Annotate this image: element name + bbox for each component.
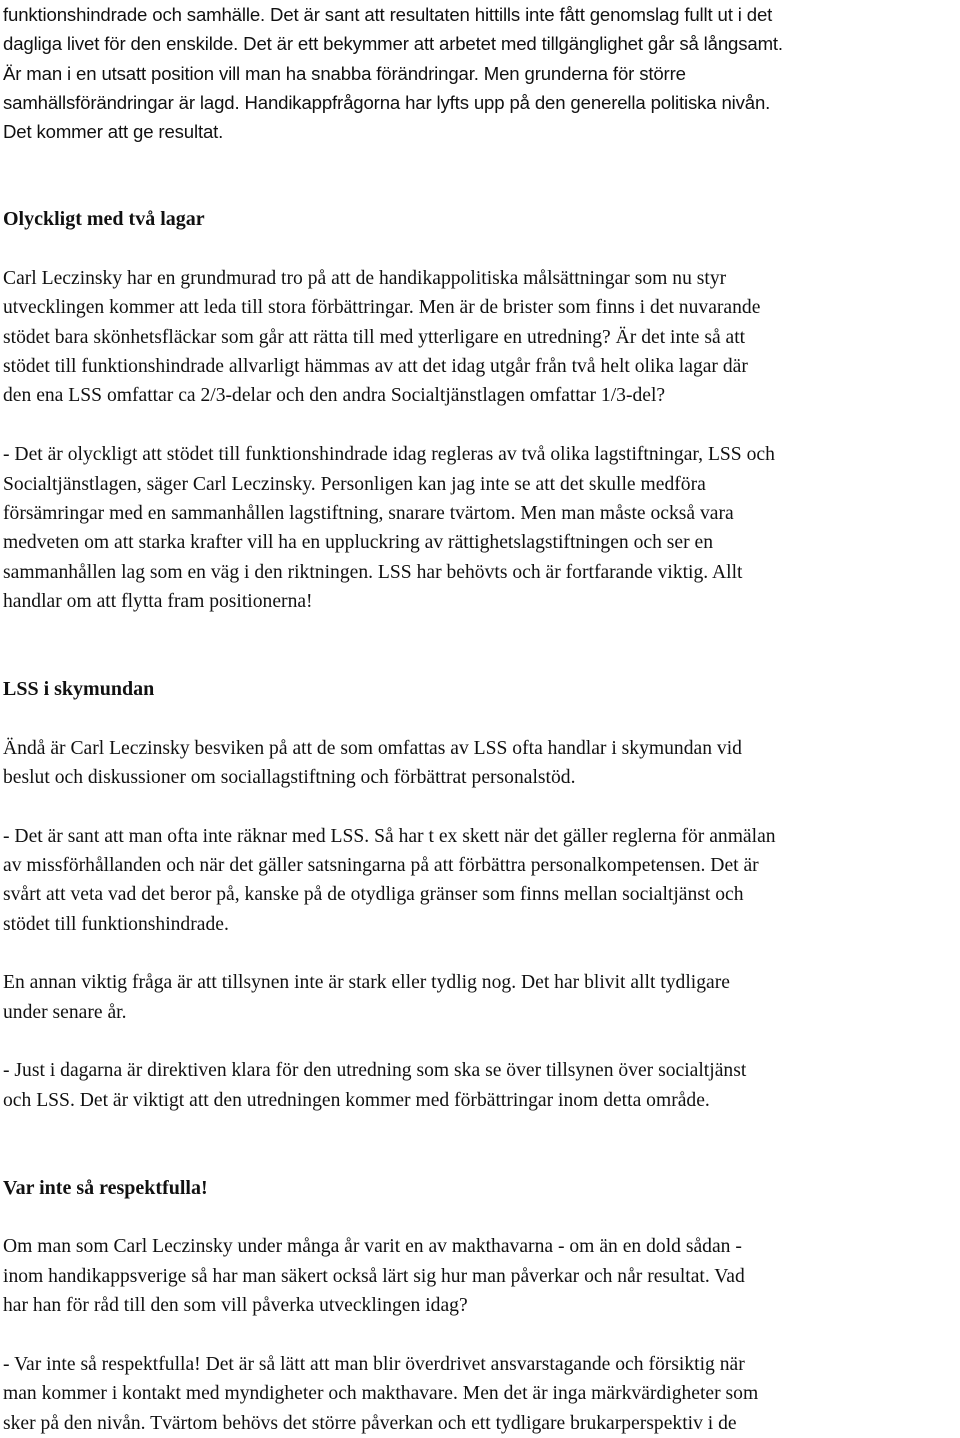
spacer bbox=[3, 616, 959, 675]
section-heading: Var inte så respektfulla! bbox=[3, 1176, 208, 1199]
spacer bbox=[3, 792, 959, 821]
spacer bbox=[3, 235, 959, 264]
text-line: Ändå är Carl Leczinsky besviken på att de som omfattas av LSS ofta handlar i skymundan vid bbox=[3, 737, 742, 759]
paragraph bbox=[3, 1232, 959, 1320]
section-heading: Olyckligt med två lagar bbox=[3, 208, 205, 231]
text-line: Det kommer att ge resultat. bbox=[3, 121, 224, 143]
paragraph bbox=[3, 1350, 959, 1438]
text-line: Om man som Carl Leczinsky under många år varit en av makthavarna - om än en dold sådan - bbox=[3, 1236, 742, 1258]
spacer bbox=[3, 1320, 959, 1349]
text-line: funktionshindrade och samhälle. Det är sant att resultaten hittills inte fått genomslag fullt ut i det bbox=[3, 4, 773, 25]
spacer bbox=[3, 1115, 959, 1174]
text-line: dagliga livet för den enskilde. Det är ett bekymmer att arbetet med tillgänglighet går så långsamt. bbox=[3, 33, 783, 55]
document-page bbox=[3, 0, 959, 1438]
text-line: sker på den nivån. Tvärtom behövs det större påverkan och ett tydligare brukarperspektiv i de bbox=[3, 1412, 737, 1434]
paragraph bbox=[3, 822, 959, 939]
text-line: stödet till funktionshindrade allvarligt hämmas av att det idag utgår från två helt olika lagar där bbox=[3, 356, 748, 378]
text-line: Är man i en utsatt position vill man ha snabba förändringar. Men grunderna för större bbox=[3, 62, 686, 84]
text-line: medveten om att starka krafter vill ha en uppluckring av rättighetslagstiftningen och ser en bbox=[3, 532, 714, 554]
text-line: och LSS. Det är viktigt att den utredningen kommer med förbättringar inom detta område. bbox=[3, 1089, 710, 1111]
text-line: En annan viktig fråga är att tillsynen inte är stark eller tydlig nog. Det har blivit allt tydligare bbox=[3, 972, 730, 994]
spacer bbox=[3, 1203, 959, 1232]
paragraph bbox=[3, 440, 959, 616]
text-line: man kommer i kontakt med myndigheter och makthavare. Men det är inga märkvärdigheter som bbox=[3, 1383, 759, 1405]
text-line: beslut och diskussioner om sociallagstiftning och förbättrat personalstöd. bbox=[3, 766, 576, 788]
text-line: av missförhållanden och när det gäller satsningarna på att förbättra personalkompetensen. Det är bbox=[3, 854, 759, 876]
text-line: försämringar med en sammanhållen lagstiftning, snarare tvärtom. Men man måste också vara bbox=[3, 502, 734, 524]
spacer bbox=[3, 939, 959, 968]
text-line: sammanhållen lag som en väg i den riktningen. LSS har behövts och är fortfarande viktig. Allt bbox=[3, 561, 743, 583]
text-line: har han för råd till den som vill påverka utvecklingen idag? bbox=[3, 1295, 468, 1317]
text-line: samhällsförändringar är lagd. Handikappfrågorna har lyfts upp på den generella politiska nivån. bbox=[3, 92, 771, 114]
paragraph bbox=[3, 1056, 959, 1115]
text-line: stödet bara skönhetsfläckar som går att rätta till med ytterligare en utredning? Är det inte så att bbox=[3, 326, 746, 348]
text-line: - Det är olyckligt att stödet till funktionshindrade idag regleras av två olika lagstiftningar, LSS och bbox=[3, 444, 775, 466]
paragraph bbox=[3, 264, 959, 411]
text-line: - Det är sant att man ofta inte räknar med LSS. Så har t ex skett när det gäller reglerna för anmälan bbox=[3, 825, 776, 847]
text-line: svårt att veta vad det beror på, kanske på de otydliga gränser som finns mellan socialtjänst och bbox=[3, 884, 744, 906]
section-heading: LSS i skymundan bbox=[3, 677, 155, 700]
text-line: - Just i dagarna är direktiven klara för den utredning som ska se över tillsynen över socialtjänst bbox=[3, 1060, 747, 1082]
spacer bbox=[3, 704, 959, 733]
paragraph bbox=[3, 734, 959, 793]
paragraph bbox=[3, 968, 959, 1027]
text-line: stödet till funktionshindrade. bbox=[3, 913, 229, 935]
spacer bbox=[3, 147, 959, 206]
text-line: handlar om att flytta fram positionerna! bbox=[3, 590, 313, 612]
spacer bbox=[3, 1027, 959, 1056]
text-line: - Var inte så respektfulla! Det är så lätt att man blir överdrivet ansvarstagande och försiktig när bbox=[3, 1353, 745, 1375]
text-line: utvecklingen kommer att leda till stora förbättringar. Men är de brister som finns i det nuvarande bbox=[3, 297, 761, 319]
text-line: Carl Leczinsky har en grundmurad tro på att de handikappolitiska målsättningar som nu styr bbox=[3, 268, 727, 290]
intro-paragraph bbox=[3, 0, 959, 147]
text-line: den ena LSS omfattar ca 2/3-delar och den andra Socialtjänstlagen omfattar 1/3-del? bbox=[3, 385, 666, 407]
spacer bbox=[3, 411, 959, 440]
text-line: inom handikappsverige så har man säkert också lärt sig hur man påverkar och når resultat. Vad bbox=[3, 1265, 745, 1287]
text-line: Socialtjänstlagen, säger Carl Leczinsky. Personligen kan jag inte se att det skulle medföra bbox=[3, 473, 706, 495]
text-line: under senare år. bbox=[3, 1001, 127, 1023]
